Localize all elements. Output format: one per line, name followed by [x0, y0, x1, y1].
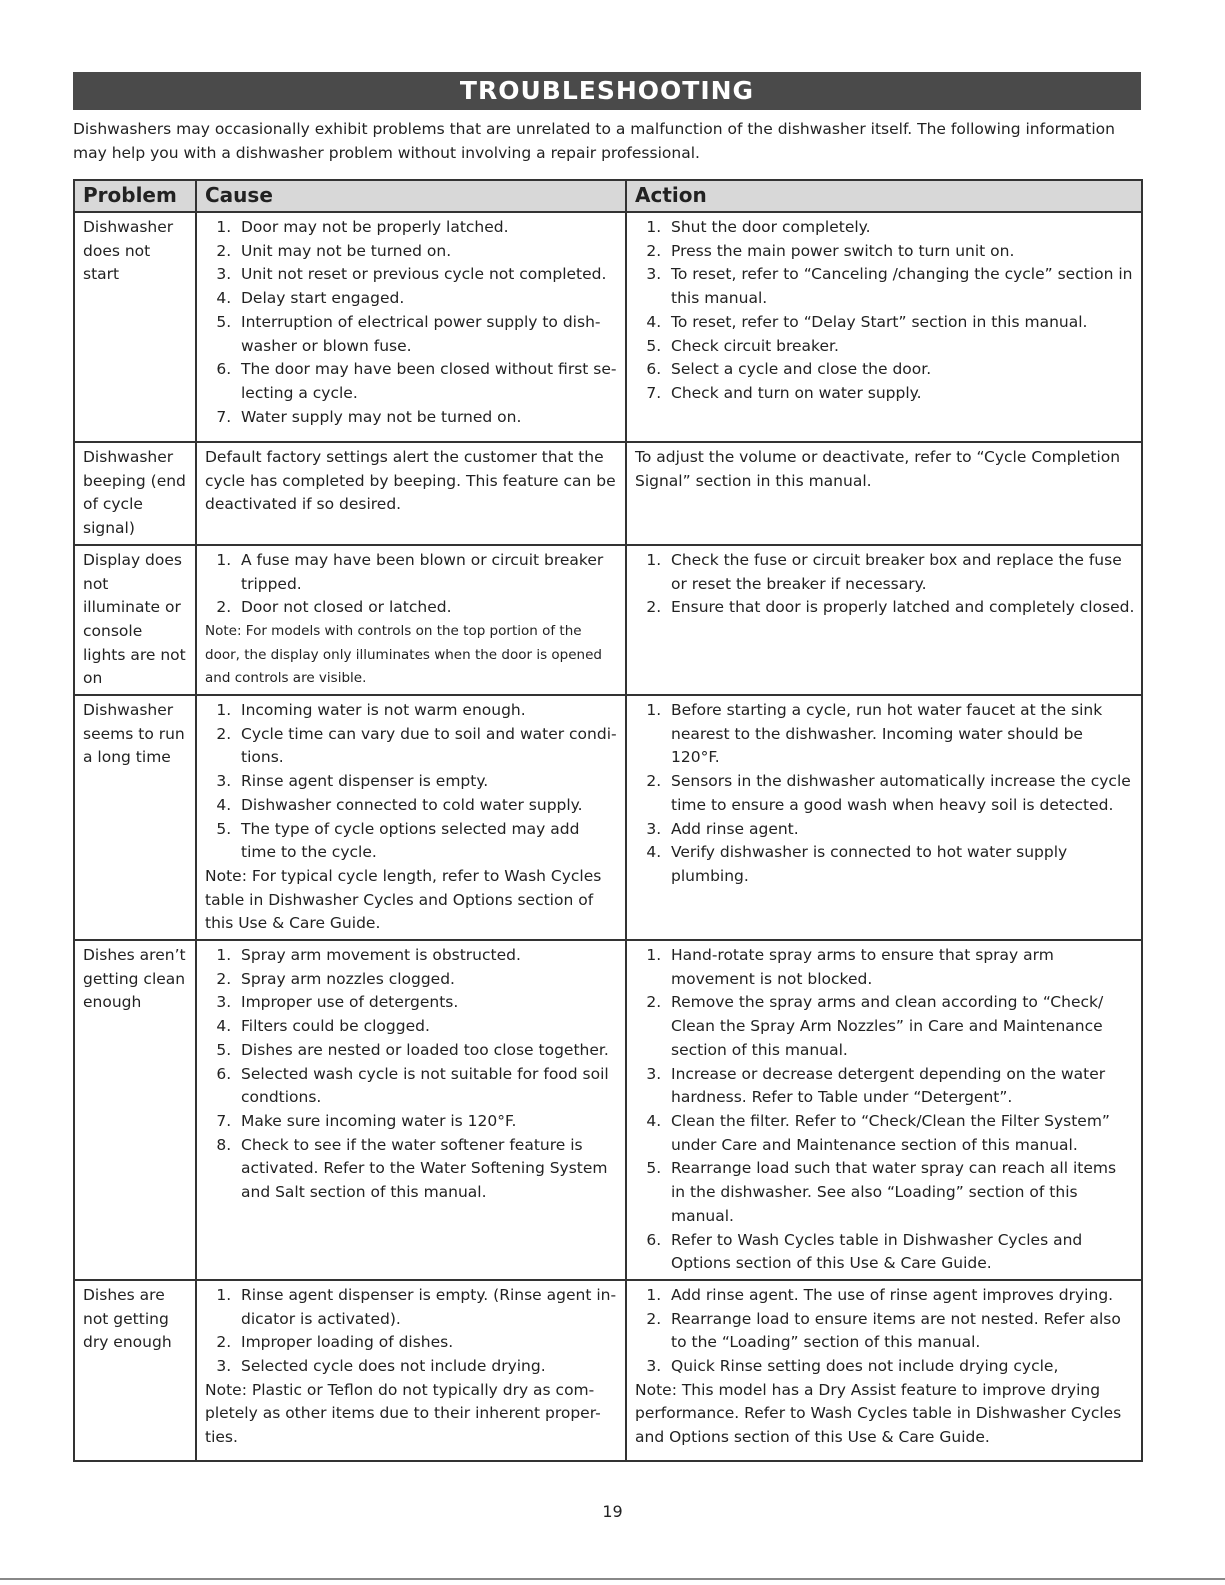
list-item: 2. Spray arm nozzles clogged.	[241, 968, 619, 992]
list-item: 2. Cycle time can vary due to soil and water condi-tions.	[241, 723, 619, 770]
list-item: 2. Rearrange load to ensure items are not nested. Refer also to the “Loading” section of this manual.	[671, 1308, 1135, 1355]
cause-list	[205, 216, 619, 429]
page-number: 19	[602, 1502, 623, 1521]
list-item: 3. Add rinse agent.	[671, 818, 1135, 842]
cause-list	[205, 944, 619, 1205]
cause-list	[205, 699, 619, 865]
table-row	[74, 442, 1142, 545]
list-item: 5. Dishes are nested or loaded too close together.	[241, 1039, 619, 1063]
list-item: 7. Water supply may not be turned on.	[241, 406, 619, 430]
cause-cell	[196, 940, 626, 1280]
cause-cell	[196, 1280, 626, 1461]
list-item: 3. Quick Rinse setting does not include drying cycle,	[671, 1355, 1135, 1379]
list-item: 3. Increase or decrease detergent depending on the water hardness. Refer to Table under “Detergent”.	[671, 1063, 1135, 1110]
action-cell	[626, 695, 1142, 940]
list-item: 7. Make sure incoming water is 120°F.	[241, 1110, 619, 1134]
list-item: 8. Check to see if the water softener feature is activated. Refer to the Water Softening System and Salt section of this manual.	[241, 1134, 619, 1205]
action-cell	[626, 442, 1142, 545]
action-list	[635, 1284, 1135, 1379]
cause-note: Note: Plastic or Teflon do not typically dry as com-pletely as other items due to their inherent proper-ties.	[205, 1380, 601, 1447]
list-item: 4. Filters could be clogged.	[241, 1015, 619, 1039]
column-header-cause: Cause	[196, 180, 626, 212]
action-cell	[626, 940, 1142, 1280]
cause-cell	[196, 545, 626, 695]
cause-cell	[196, 442, 626, 545]
list-item: 6. Select a cycle and close the door.	[671, 358, 1135, 382]
action-list	[635, 944, 1135, 1276]
list-item: 3. Unit not reset or previous cycle not completed.	[241, 263, 619, 287]
list-item: 6. Selected wash cycle is not suitable for food soil condtions.	[241, 1063, 619, 1110]
list-item: 4. Verify dishwasher is connected to hot water supply plumbing.	[671, 841, 1135, 888]
action-list	[635, 216, 1135, 406]
cause-note: Note: For typical cycle length, refer to Wash Cycles table in Dishwasher Cycles and Options section of this Use & Care Guide.	[205, 866, 602, 933]
list-item: 5. Rearrange load such that water spray can reach all items in the dishwasher. See also “Loading” section of this manual.	[671, 1157, 1135, 1228]
list-item: 1. Add rinse agent. The use of rinse agent improves drying.	[671, 1284, 1135, 1308]
list-item: 6. Refer to Wash Cycles table in Dishwasher Cycles and Options section of this Use & Care Guide.	[671, 1229, 1135, 1276]
intro-paragraph: Dishwashers may occasionally exhibit problems that are unrelated to a malfunction of the dishwasher itself. The following information may help you with a dishwasher problem without involving a repair professional.	[73, 120, 1115, 162]
list-item: 5. Check circuit breaker.	[671, 335, 1135, 359]
action-cell	[626, 1280, 1142, 1461]
list-item: 3. Selected cycle does not include drying.	[241, 1355, 619, 1379]
list-item: 6. The door may have been closed without first se-lecting a cycle.	[241, 358, 619, 405]
list-item: 1. Incoming water is not warm enough.	[241, 699, 619, 723]
list-item: 4. Clean the filter. Refer to “Check/Clean the Filter System” under Care and Maintenance section of this manual.	[671, 1110, 1135, 1157]
list-item: 1. Rinse agent dispenser is empty. (Rinse agent in-dicator is activated).	[241, 1284, 619, 1331]
list-item: 4. Dishwasher connected to cold water supply.	[241, 794, 619, 818]
problem-cell: Display does not illuminate or console lights are not on	[74, 545, 196, 695]
list-item: 2. Door not closed or latched.	[241, 596, 619, 620]
list-item: 2. Press the main power switch to turn unit on.	[671, 240, 1135, 264]
problem-cell: Dishwasher seems to run a long time	[74, 695, 196, 940]
list-item: 2. Sensors in the dishwasher automatically increase the cycle time to ensure a good wash when heavy soil is detected.	[671, 770, 1135, 817]
problem-cell: Dishes aren’t getting clean enough	[74, 940, 196, 1280]
cause-list	[205, 1284, 619, 1379]
column-header-action: Action	[626, 180, 1142, 212]
list-item: 4. Delay start engaged.	[241, 287, 619, 311]
cause-note: Note: For models with controls on the top portion of the door, the display only illuminates when the door is opened and controls are visible.	[205, 622, 602, 687]
action-list	[635, 699, 1135, 889]
problem-cell: Dishwasher beeping (end of cycle signal)	[74, 442, 196, 545]
table-row	[74, 212, 1142, 442]
table-row	[74, 695, 1142, 940]
list-item: 3. Rinse agent dispenser is empty.	[241, 770, 619, 794]
problem-cell: Dishwasher does not start	[74, 212, 196, 442]
troubleshooting-table	[73, 179, 1143, 1462]
action-list	[635, 549, 1135, 620]
list-item: 7. Check and turn on water supply.	[671, 382, 1135, 406]
action-note: Note: This model has a Dry Assist feature to improve drying performance. Refer to Wash Cycles table in Dishwasher Cycles and Options section of this Use & Care Guide.	[635, 1380, 1122, 1447]
action-cell	[626, 545, 1142, 695]
table-row	[74, 545, 1142, 695]
action-text: To adjust the volume or deactivate, refer to “Cycle Completion Signal” section in this manual.	[635, 448, 1121, 490]
cause-text: Default factory settings alert the customer that the cycle has completed by beeping. This feature can be deactivated if so desired.	[205, 448, 616, 514]
table-row	[74, 940, 1142, 1280]
list-item: 1. Check the fuse or circuit breaker box and replace the fuse or reset the breaker if necessary.	[671, 549, 1135, 596]
problem-cell: Dishes are not getting dry enough	[74, 1280, 196, 1461]
list-item: 3. To reset, refer to “Canceling /changing the cycle” section in this manual.	[671, 263, 1135, 310]
section-title-banner: TROUBLESHOOTING	[73, 72, 1141, 110]
list-item: 1. Shut the door completely.	[671, 216, 1135, 240]
action-cell	[626, 212, 1142, 442]
list-item: 1. Hand-rotate spray arms to ensure that spray arm movement is not blocked.	[671, 944, 1135, 991]
list-item: 1. Before starting a cycle, run hot water faucet at the sink nearest to the dishwasher. Incoming water should be 120°F.	[671, 699, 1135, 770]
list-item: 2. Remove the spray arms and clean according to “Check/ Clean the Spray Arm Nozzles” in Care and Maintenance section of this manual.	[671, 991, 1135, 1062]
column-header-problem: Problem	[74, 180, 196, 212]
list-item: 1. A fuse may have been blown or circuit breaker tripped.	[241, 549, 619, 596]
table-header-row	[74, 180, 1142, 212]
list-item: 4. To reset, refer to “Delay Start” section in this manual.	[671, 311, 1135, 335]
list-item: 1. Door may not be properly latched.	[241, 216, 619, 240]
cause-cell	[196, 212, 626, 442]
list-item: 1. Spray arm movement is obstructed.	[241, 944, 619, 968]
page-divider	[0, 1578, 1225, 1580]
table-row	[74, 1280, 1142, 1461]
list-item: 2. Unit may not be turned on.	[241, 240, 619, 264]
list-item: 5. Interruption of electrical power supply to dish-washer or blown fuse.	[241, 311, 619, 358]
list-item: 3. Improper use of detergents.	[241, 991, 619, 1015]
cause-cell	[196, 695, 626, 940]
cause-list	[205, 549, 619, 620]
list-item: 2. Improper loading of dishes.	[241, 1331, 619, 1355]
list-item: 5. The type of cycle options selected may add time to the cycle.	[241, 818, 619, 865]
list-item: 2. Ensure that door is properly latched and completely closed.	[671, 596, 1135, 620]
